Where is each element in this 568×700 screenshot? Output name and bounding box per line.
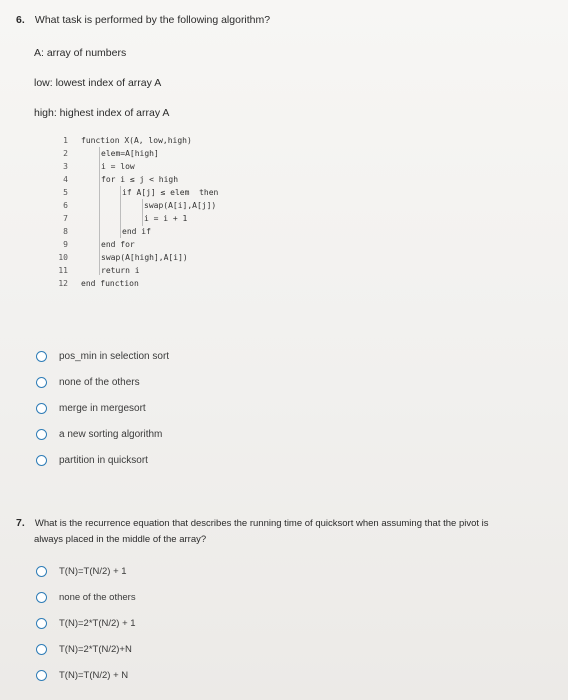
indent-guide [99,147,100,275]
question-6-desc-low: low: lowest index of array A [34,77,162,89]
algorithm-code-block [50,136,250,296]
line-number: 10 [58,253,68,262]
question-7-text-line-2: always placed in the middle of the array? [34,534,207,545]
q7-option-1[interactable] [36,563,127,579]
radio-button[interactable] [36,455,47,466]
question-6-heading [16,13,270,28]
line-number: 5 [63,188,68,197]
line-number: 12 [58,279,68,288]
code-line: elem=A[high] [101,149,159,158]
option-label: a new sorting algorithm [59,428,163,440]
code-line: function X(A, low,high) [81,136,192,145]
code-line: i = low [101,162,135,171]
option-label: T(N)=2*T(N/2)+N [59,643,132,655]
q6-option-5[interactable] [36,452,148,468]
code-line: swap(A[i],A[j]) [144,201,217,210]
line-number: 7 [63,214,68,223]
option-label: T(N)=2*T(N/2) + 1 [59,617,136,629]
q6-option-3[interactable] [36,400,146,416]
q7-option-2[interactable] [36,589,136,605]
radio-button[interactable] [36,429,47,440]
line-number: 4 [63,175,68,184]
indent-guide [120,186,121,238]
line-number: 8 [63,227,68,236]
question-7-text-line-1: What is the recurrence equation that describes the running time of quicksort when assuming that the pivot is [34,518,489,529]
code-line: end function [81,279,139,288]
line-number: 3 [63,162,68,171]
q6-option-1[interactable] [36,348,169,364]
option-label: T(N)=T(N/2) + 1 [59,565,127,577]
line-number: 1 [63,136,68,145]
question-6-text: What task is performed by the following algorithm? [34,14,271,26]
code-line: if A[j] ≤ elem then [122,188,219,197]
q7-option-4[interactable] [36,641,132,657]
line-number: 6 [63,201,68,210]
question-7-number: 7. [16,517,25,529]
radio-button[interactable] [36,592,47,603]
q6-option-4[interactable] [36,426,162,442]
code-line: end for [101,240,135,249]
line-number: 11 [58,266,68,275]
q7-option-3[interactable] [36,615,136,631]
code-line: end if [122,227,151,236]
line-number: 2 [63,149,68,158]
radio-button[interactable] [36,566,47,577]
line-number: 9 [63,240,68,249]
code-line: i = i + 1 [144,214,188,223]
radio-button[interactable] [36,670,47,681]
radio-button[interactable] [36,377,47,388]
option-label: T(N)=T(N/2) + N [59,669,129,681]
question-6-desc-array: A: array of numbers [34,47,127,59]
radio-button[interactable] [36,351,47,362]
option-label: none of the others [59,376,140,388]
option-label: merge in mergesort [59,402,146,414]
question-7-heading [16,516,564,531]
code-line: swap(A[high],A[i]) [101,253,188,262]
option-label: none of the others [59,591,136,603]
question-6-number: 6. [16,14,25,26]
q6-option-2[interactable] [36,374,140,390]
radio-button[interactable] [36,403,47,414]
radio-button[interactable] [36,618,47,629]
code-line: for i ≤ j < high [101,175,179,184]
radio-button[interactable] [36,644,47,655]
option-label: pos_min in selection sort [59,350,170,362]
question-6-desc-high: high: highest index of array A [34,107,170,119]
code-line: return i [101,266,140,275]
q7-option-5[interactable] [36,667,128,683]
indent-guide [142,199,143,226]
option-label: partition in quicksort [59,454,148,466]
